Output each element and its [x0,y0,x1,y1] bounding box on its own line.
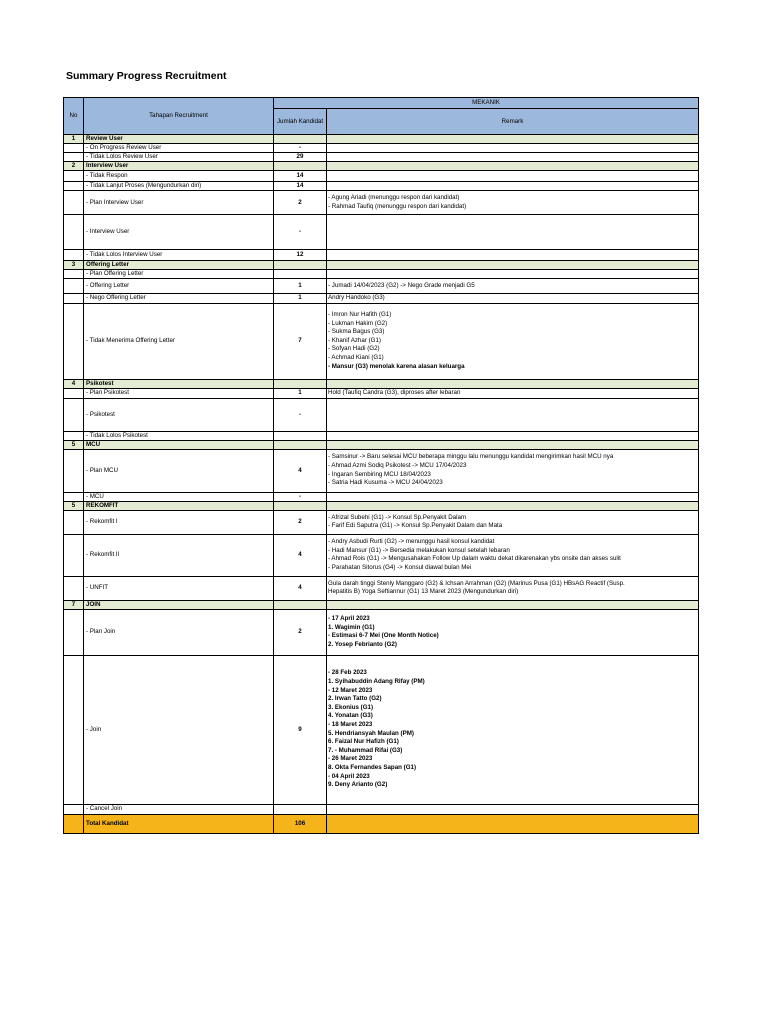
section-no: 7 [64,600,84,609]
remark-line: - Sofyan Hadi (G2) [328,345,380,353]
section-row [64,162,699,171]
remark-line: 8. Okta Fernandes Sapan (G1) [328,763,417,771]
stage-label: - On Progress Review User [84,144,274,153]
candidate-count: 4 [274,576,327,600]
remark-line: - 17 April 2023 [328,614,370,622]
total-label: Total Kandidat [84,814,274,833]
page-title: Summary Progress Recruitment [66,70,227,82]
stage-label: - MCU [84,492,274,501]
candidate-count: 1 [274,294,327,304]
remark-line: 2. Yosep Febrianto (G2) [328,640,397,648]
section-row [64,261,699,270]
candidate-count [274,270,327,279]
section-row [64,135,699,144]
candidate-count: 9 [274,655,327,804]
remark-line: - Jumadi 14/04/2023 (G2) -> Nego Grade menjadi G5 [328,281,475,289]
table-row [64,144,699,153]
table-row [64,609,699,655]
remark-line: - Satria Hadi Kusuma -> MCU 24/04/2023 [328,479,443,487]
remark-cell [327,270,699,279]
stage-label: - Interview User [84,215,274,250]
remark-cell [327,576,699,600]
candidate-count [274,804,327,814]
remark-line: - Afrizal Subehi (G1) -> Konsul Sp.Penyakit Dalam [328,513,467,521]
section-row [64,379,699,388]
table-row [64,534,699,576]
stage-label: - Plan Join [84,609,274,655]
table-row [64,182,699,191]
header-no: No [64,98,84,135]
section-no: 5 [64,440,84,449]
total-count: 106 [274,814,327,833]
table-row [64,191,699,215]
table-row [64,449,699,492]
remark-cell [327,215,699,250]
stage-label: - Tidak Menerima Offering Letter [84,303,274,379]
remark-line: - Ahmad Azmi Sodiq Psikotest -> MCU 17/04/2023 [328,462,467,469]
remark-line: - Sukma Bagus (G3) [328,328,385,336]
remark-cell [327,294,699,304]
remark-line: Andry Handoko (G3) [328,294,385,301]
candidate-count: - [274,215,327,250]
candidate-count: 7 [274,303,327,379]
remark-cell [327,250,699,261]
remark-line: - Andry Asbudi Rurti (G2) -> menunggu hasil konsul kandidat [328,537,495,545]
remark-line: - Farif Edi Saputra (G1) -> Konsul Sp.Penyakit Dalam dan Mata [328,522,503,530]
table-row [64,510,699,534]
header-jumlah: Jumlah Kandidat [274,109,327,135]
section-row [64,501,699,510]
table-row [64,250,699,261]
candidate-count: - [274,492,327,501]
table-row [64,153,699,162]
remark-line: - Khanif Azhar (G1) [328,336,381,344]
table-row [64,215,699,250]
remark-line: - 04 April 2023 [328,772,370,780]
table-row [64,431,699,440]
candidate-count: 2 [274,191,327,215]
remark-line: 7. - Muhammad Rifai (G3) [328,746,403,754]
section-title: REKOMFIT [84,501,274,510]
section-title: Offering Letter [84,261,274,270]
candidate-count: - [274,398,327,431]
section-row [64,440,699,449]
remark-line: - 12 Maret 2023 [328,686,373,694]
remark-cell [327,303,699,379]
stage-label: - Offering Letter [84,279,274,294]
remark-cell [327,804,699,814]
remark-line: - Samsinur -> Baru selesai MCU beberapa minggu lalu menunggu kandidat mengirimkan hasil MCU nya [328,453,614,461]
table-row [64,171,699,182]
remark-line: - Estimasi 6-7 Mei (One Month Notice) [328,632,439,640]
remark-cell [327,144,699,153]
stage-label: - Tidak Lolos Psikotest [84,431,274,440]
stage-label: - Plan Interview User [84,191,274,215]
header-tahapan: Tahapan Recruitment [84,98,274,135]
remark-cell [327,191,699,215]
candidate-count: 2 [274,510,327,534]
total-row [64,814,699,833]
remark-line: - Imron Nur Hafith (G1) [328,311,392,319]
candidate-count: 4 [274,534,327,576]
table-row [64,388,699,398]
candidate-count: - [274,144,327,153]
candidate-count: 14 [274,182,327,191]
stage-label: - UNFIT [84,576,274,600]
remark-cell [327,388,699,398]
table-row [64,279,699,294]
candidate-count: 29 [274,153,327,162]
remark-line: - 28 Feb 2023 [328,669,367,677]
remark-line: 1. Syihabuddin Adang Rifay (PM) [328,678,425,686]
remark-line: Hepatitis B) Yoga Seftiannur (G1) 13 Maret 2023 (Mengundurkan diri) [328,588,519,596]
section-no: 4 [64,379,84,388]
remark-cell [327,153,699,162]
stage-label: - Rekomfit II [84,534,274,576]
remark-line: 2. Irwan Tatto (G2) [328,695,382,703]
candidate-count: 1 [274,279,327,294]
stage-label: - Cancel Join [84,804,274,814]
remark-line: - Ahmad Rois (G1) -> Mengusahakan Follow Up dalam waktu dekat dikarenakan ybs onsite dan akses sulit [328,555,621,563]
remark-line: 9. Deny Arianto (G2) [328,781,388,789]
section-title: Interview User [84,162,274,171]
table-row [64,294,699,304]
remark-cell [327,449,699,492]
remark-line: Hold (Taufiq Candra (G3), diproses after lebaran [328,388,461,396]
remark-cell [327,655,699,804]
remark-line: - Hadi Mansur (G1) -> Bersedia melakukan konsul setelah lebaran [328,546,510,554]
remark-line: - Ingaran Sembiring MCU 18/04/2023 [328,470,431,478]
stage-label: - Rekomfit I [84,510,274,534]
remark-cell [327,398,699,431]
table-row [64,270,699,279]
remark-cell [327,171,699,182]
remark-line: 3. Ekonius (G1) [328,703,374,711]
section-title: Review User [84,135,274,144]
stage-label: - Tidak Lanjut Proses (Mengundurkan diri) [84,182,274,191]
remark-line: 4. Yonatan (G3) [328,712,373,720]
table-row [64,804,699,814]
section-row [64,600,699,609]
table-row [64,655,699,804]
remark-line: - 18 Maret 2023 [328,721,373,728]
remark-line: - Parahatan Sitorus (G4) -> Konsul diawal bulan Mei [328,563,472,571]
candidate-count: 14 [274,171,327,182]
remark-cell [327,534,699,576]
section-no: 3 [64,261,84,270]
table-row [64,303,699,379]
candidate-count: 2 [274,609,327,655]
remark-line: - Lukman Hakim (G2) [328,319,388,327]
remark-line: 5. Hendriansyah Maulan (PM) [328,729,414,737]
remark-line: - Agung Ariadi (menunggu respon dari kandidat) [328,193,460,201]
stage-label: - Join [84,655,274,804]
stage-label: - Plan Psikotest [84,388,274,398]
header-remark: Remark [327,109,699,135]
remark-cell [327,279,699,294]
remark-cell [327,510,699,534]
remark-cell [327,492,699,501]
header-group: MEKANIK [274,98,699,109]
stage-label: - Nego Offering Letter [84,294,274,304]
candidate-count [274,431,327,440]
section-no: 2 [64,162,84,171]
candidate-count: 1 [274,388,327,398]
remark-cell [327,182,699,191]
recruitment-table [63,97,699,834]
section-title: Psikotest [84,379,274,388]
remark-line: 1. Wagimin (G1) [328,623,375,631]
section-no: 5 [64,501,84,510]
stage-label: - Tidak Lolos Review User [84,153,274,162]
stage-label: - Plan MCU [84,449,274,492]
candidate-count: 4 [274,449,327,492]
remark-line: - 26 Maret 2023 [328,755,373,763]
remark-line: - Rahmad Taufiq (menunggu respon dari kandidat) [328,202,467,210]
remark-line: - Achmad Kiani (G1) [328,353,384,361]
candidate-count: 12 [274,250,327,261]
remark-line: - Mansur (G3) menolak karena alasan keluarga [328,362,465,370]
section-title: MCU [84,440,274,449]
table-row [64,492,699,501]
section-no: 1 [64,135,84,144]
table-row [64,576,699,600]
stage-label: - Tidak Lolos Interview User [84,250,274,261]
section-title: JOIN [84,600,274,609]
remark-cell [327,609,699,655]
remark-line: 6. Faizal Nur Hafizh (G1) [328,738,399,746]
stage-label: - Plan Offering Letter [84,270,274,279]
stage-label: - Tidak Respon [84,171,274,182]
remark-line: Gula darah tinggi Stenly Manggaro (G2) & Ichsan Arrahman (G2) (Marinus Pusa (G1) HBsAG Reactif (Susp. [328,579,625,587]
stage-label: - Psikotest [84,398,274,431]
table-row [64,398,699,431]
table-body [64,135,699,815]
remark-cell [327,431,699,440]
